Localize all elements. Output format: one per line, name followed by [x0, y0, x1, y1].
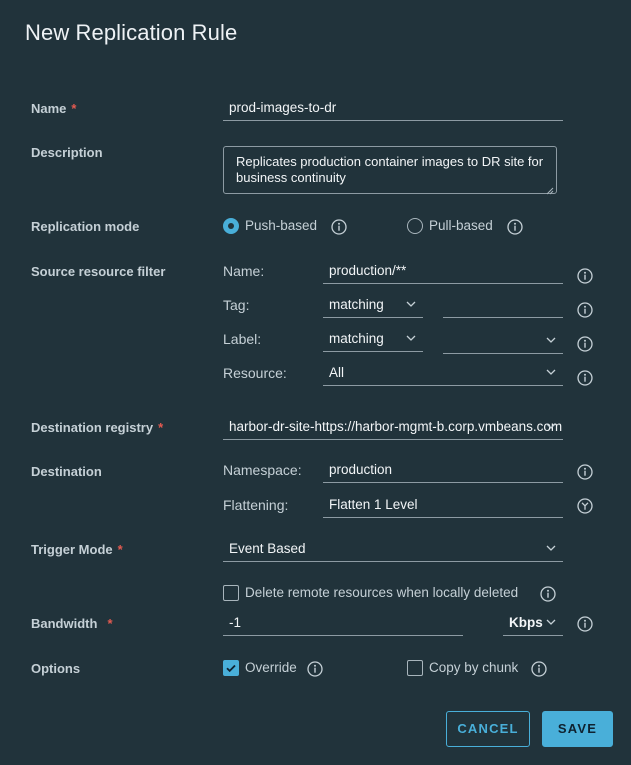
pull-based-radio[interactable]	[407, 218, 423, 234]
info-icon[interactable]	[577, 336, 593, 352]
name-input[interactable]: prod-images-to-dr	[223, 99, 563, 121]
checkmark-icon	[224, 661, 238, 675]
required-marker: *	[158, 420, 164, 435]
info-icon[interactable]	[577, 268, 593, 284]
required-marker: *	[107, 616, 113, 631]
destination-registry-select[interactable]: harbor-dr-site-https://harbor-mgmt-b.corp.vmbeans.com	[223, 418, 563, 440]
chevron-down-icon	[545, 542, 557, 554]
chevron-down-icon	[545, 334, 557, 346]
source-filter-label: Source resource filter	[31, 264, 166, 279]
info-icon[interactable]	[577, 302, 593, 318]
info-icon[interactable]	[531, 661, 547, 677]
chevron-down-icon	[545, 420, 557, 432]
filter-name-label: Name:	[223, 263, 265, 279]
filter-label-label: Label:	[223, 331, 262, 347]
copy-by-chunk-label: Copy by chunk	[429, 660, 519, 675]
label-value-select[interactable]	[443, 332, 563, 354]
namespace-label: Namespace:	[223, 462, 302, 478]
copy-by-chunk-checkbox[interactable]	[407, 660, 423, 676]
chevron-down-icon	[405, 332, 417, 344]
flatten-level-icon[interactable]	[577, 498, 593, 514]
required-marker: *	[71, 101, 77, 116]
push-based-radio[interactable]	[223, 218, 239, 234]
required-marker: *	[117, 542, 123, 557]
push-based-label: Push-based	[245, 218, 318, 233]
destination-registry-label: Destination registry *	[31, 420, 164, 435]
cancel-button[interactable]: CANCEL	[446, 711, 530, 747]
destination-label: Destination	[31, 464, 102, 479]
trigger-mode-label: Trigger Mode *	[31, 542, 123, 557]
delete-remote-label: Delete remote resources when locally deleted	[245, 585, 519, 600]
chevron-down-icon	[545, 366, 557, 378]
resource-select[interactable]: All	[323, 364, 563, 386]
tag-value-input[interactable]	[443, 296, 563, 318]
chevron-down-icon	[405, 298, 417, 310]
info-icon[interactable]	[307, 661, 323, 677]
filter-name-input[interactable]: production/**	[323, 262, 563, 284]
description-label: Description	[31, 145, 103, 160]
info-icon[interactable]	[577, 464, 593, 480]
pull-based-label: Pull-based	[429, 218, 493, 233]
resize-handle-icon[interactable]	[546, 183, 554, 191]
tag-match-select[interactable]: matching	[323, 296, 423, 318]
trigger-mode-select[interactable]: Event Based	[223, 540, 563, 562]
info-icon[interactable]	[331, 219, 347, 235]
bandwidth-label: Bandwidth *	[31, 616, 113, 631]
flattening-select[interactable]: Flatten 1 Level	[323, 496, 563, 518]
override-label: Override	[245, 660, 297, 675]
delete-remote-checkbox[interactable]	[223, 585, 239, 601]
bandwidth-unit-select[interactable]: Kbps	[503, 614, 563, 636]
filter-tag-label: Tag:	[223, 297, 250, 313]
info-icon[interactable]	[577, 370, 593, 386]
dialog-title: New Replication Rule	[25, 20, 238, 45]
info-icon[interactable]	[507, 219, 523, 235]
namespace-input[interactable]: production	[323, 461, 563, 483]
replication-mode-label: Replication mode	[31, 219, 140, 234]
bandwidth-input[interactable]: -1	[223, 614, 463, 636]
filter-resource-label: Resource:	[223, 365, 287, 381]
save-button[interactable]: SAVE	[542, 711, 613, 747]
label-match-select[interactable]: matching	[323, 330, 423, 352]
chevron-down-icon	[545, 616, 557, 628]
override-checkbox[interactable]	[223, 660, 239, 676]
options-label: Options	[31, 661, 81, 676]
info-icon[interactable]	[540, 586, 556, 602]
flattening-label: Flattening:	[223, 497, 289, 513]
info-icon[interactable]	[577, 616, 593, 632]
name-label: Name *	[31, 101, 77, 116]
description-textarea[interactable]: Replicates production container images to DR site for business continuity	[223, 146, 557, 194]
